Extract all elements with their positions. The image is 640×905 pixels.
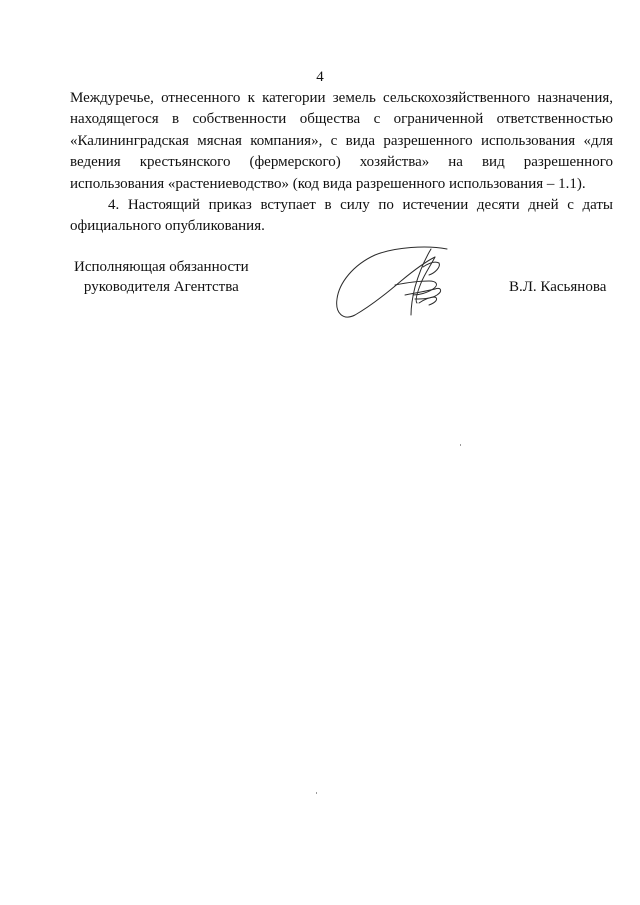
text-line: ведения крестьянского (фермерского) хозяйства» на вид разрешенного [70,154,613,171]
signatory-title [74,257,249,297]
signatory-title-line: руководителя Агентства [83,279,239,295]
text-line: 4. Настоящий приказ вступает в силу по истечении десяти дней с даты [108,197,613,214]
paragraph-continuation [70,88,613,195]
paragraph-item-4 [70,195,613,238]
document-body [70,88,613,238]
text-line: «Калининградская мясная компания», с вида разрешенного использования «для [70,132,613,149]
scan-speck [316,792,317,794]
text-line: Междуречье, отнесенного к категории земель сельскохозяйственного назначения, [70,90,613,106]
handwritten-signature [335,243,455,325]
text-line: находящегося в собственности общества с ограниченной ответственностью [70,111,613,128]
signatory-title-line: Исполняющая обязанности [74,259,249,275]
scan-speck [460,444,461,446]
text-line: официального опубликования. [70,218,265,235]
signatory-name: В.Л. Касьянова [509,279,607,295]
text-line: использования «растениеводство» (код вида разрешенного использования – 1.1). [70,175,586,192]
page-number: 4 [316,69,324,85]
